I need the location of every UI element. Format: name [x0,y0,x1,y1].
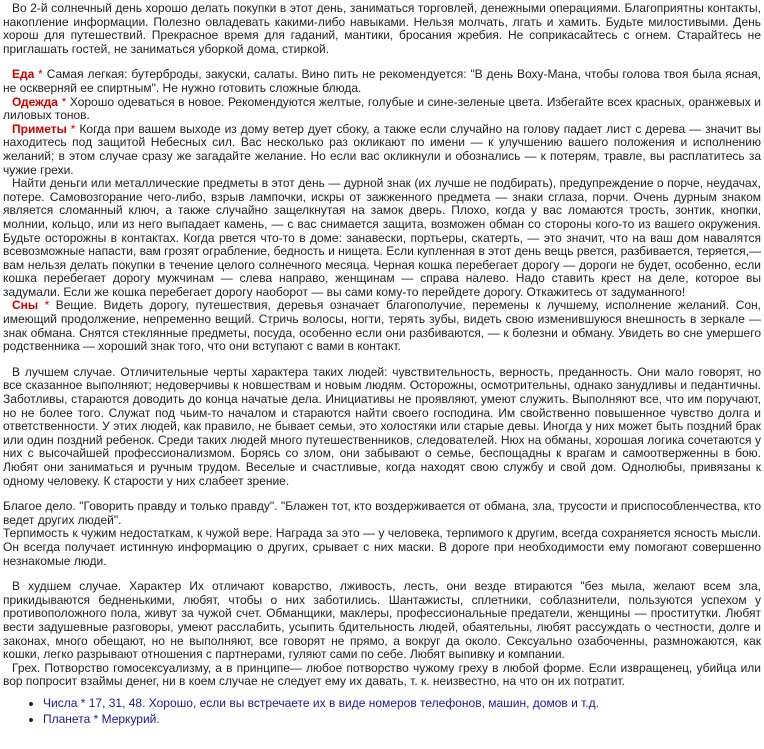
food-text: Самая легкая: бутерброды, закуски, салаты. Вино пить не рекомендуется: "В день Воху-Мана, чтобы голова твоя была ясная, не оскверняй ее спиртным". Не нужно готовить сложные блюда. [3,67,761,95]
worst-case-paragraph: В худшем случае. Характер Их отличают коварство, лживость, лесть, они везде втираются "без мыла, желают всем зла, прикидываются бедненькими, любят, чтобы о них заботились. Шантажисты, сплетники, соблазнители, пользуются успехом у противоположного пола, живут за чужой счет. Обманщики, маклеры, профессиональные предатели, женщины — проститутки. Любят вести задушевные разговоры, умеют расслабить, усыпить бдительность людей, обаятельны, любят рассуждать о честности, долге и законах, много обещают, но не выполняют, все говорят не прямо, а вокруг да около. Сексуально озабоченны, размножаются, как кошки, легко разрывают отношения с партнерами, гуляют сами по себе. Любят выпивку и компании. [3,579,761,662]
list-item-planet: • Планета * Меркурий. [43,713,761,727]
intro-paragraph: Во 2-й солнечный день хорошо делать покупки в этот день, заниматься торговлей, денежными операциями. Благоприятны контакты, накопление информации. Полезно овладевать какими-либо навыками. Нельзя молчать, лгать и хамить. Будьте милостивыми. День хорош для путешествий. Прекрасное время для гаданий, мантики, бросания жребия. Не соприкасайтесь с огнем. Старайтесь не приглашать гостей, не заниматься уборкой дома, стиркой. [3,1,761,56]
dreams-text: Вещие. Видеть дорогу, путешествия, деревья означает благополучие, перемены к лучшему, исполнение желаний. Сон, имеющий продолжение, непременно вещий. Стричь волосы, ногти, терять зубы, видеть свою изменившуюся внешность в зеркале — знак обмана. Снятся стеклянные предметы, посуда, особенно если они разбиваются, — к болезни и обману. Увидеть во сне умершего родственника — хороший знак того, что они вступают с вами в контакт. [3,298,762,354]
sin-paragraph: Грех. Потворство гомосексуализму, а в принципе— любое потворство чужому греху в любой форме. Если извращенец, убийца или вор попросит взаймы денег, ни в коем случае не следует ему их давать, т. к. неизвестно, на что он их потратит. [3,660,761,689]
food-label: Еда [12,67,35,82]
omens-section-continued: Найти деньги или металлические предметы в этот день — дурной знак (их лучше не подбирать), предупреждение о порче, неудачах, потере. Самовозгорание чего-либо, взрыв лампочки, искры от зажженного предмета — знаки сглаза, порчи. Очень дурным знаком является сломанный ключ, а также случайно защелкнутая на замок дверь. Плохо, когда у вас ломаются трость, зонтик, кнопки, молнии, кольцо, или из него выпадает камень, — с вас снимается защита, возможен обман со стороны кого-то из вашего окружения. Будьте осторожны в контактах. Когда рвется что-то в доме: занавески, портьеры, скатерть, — это значит, что на ваш дом навалятся всевозможные напасти, вам грозят ограбление, бедность и нищета. Если купленная в этот день вещь рвется, разбивается, теряется,— вам нельзя делать покупки в течение целого солнечного месяца. Черная кошка перебегает дорогу — дороги не будет, особенно, если кошка перебегает дорогу мужчинам — слева направо, женщинам — справа налево. Надо ставить крест на деле, которое вы задумали. Если же кошка перебегает дорогу наоборот — вы сами кому-то перейдете дорогу. Откажитесь от задуманного! [3,176,762,299]
dreams-section [3,299,761,353]
good-deed-paragraph: Благое дело. "Говорить правду и только правду". "Блажен тот, кто воздерживается от обмана, зла, трусости и приспособленчества, кто ведет других людей". [3,499,761,527]
dreams-label: Сны [12,298,39,313]
omens-section [3,123,761,177]
best-case-paragraph: В лучшем случае. Отличительные черты характера таких людей: чувствительность, верность, преданность. Они мало говорят, но все сказанное выполняют; недоверчивы к новшествам и новым людям. Осторожны, осмотрительны, однако занудливы и педантичны. Заботливы, стараются доводить до конца начатые дела. Инициативы не проявляют, умеют служить. Выполняют все, что им поручают, но не более того. Служат под чьим-то началом и стараются найти своего господина. Им свойственно повышенное чувство долга и ответственности. У этих людей, как правило, не бывает семьи, это холостяки или старые девы. Иногда у них может быть поздний брак или один поздний ребенок. Среди таких людей много путешественников, следователей. Нюх на обманы, хорошая логика сочетаются у них с высочайшей профессионализмом. Борясь со злом, они забывают о семье, беспощадны к врагам и самоотверженны в бою. Любят они заниматься и ручным трудом. Веселые и счастливые, когда находят свою службу и свой дом. Однолюбы, привязаны к одному человеку. К старости у них слабеет зрение. [3,364,761,488]
food-star: * [38,67,43,82]
clothing-section [3,96,761,123]
tolerance-paragraph: Терпимость к чужим недостаткам, к чужой вере. Награда за это — у человека, терпимого к другим, всегда сохраняется ясность мысли. Он всегда получает истинную информацию о других, срывает с них маски. В дороге при необходимости ему помогают совершенно незнакомые люди. [3,526,761,568]
clothing-label: Одежда [12,94,58,109]
info-list [3,697,761,726]
omens-star: * [70,121,76,136]
omens-text: Когда при вашем выходе из дому ветер дует сбоку, а также если случайно на голову падает лист с дерева — значит вы находитесь под защитой Небесных сил. Вас несколько раз окликают по имени — к улучшению вашего положения и исполнению желаний; в этом случае сразу же загадайте желание. Но если вас окликнули и обознались — к потерям, травле, вы расплатитесь за чужие грехи. [3,121,762,177]
clothing-star: * [61,94,67,109]
omens-label: Приметы [12,121,67,136]
food-section [3,68,761,95]
clothing-text: Хорошо одеваться в новое. Рекомендуются желтые, голубые и сине-зеленые цвета. Избегайте всех красных, оранжевых и лиловых тонов. [3,94,761,123]
dreams-star: * [44,298,50,313]
list-item-numbers: • Числа * 17, 31, 48. Хорошо, если вы встречаете их в виде номеров телефонов, машин, домов и т.д. [43,697,761,711]
